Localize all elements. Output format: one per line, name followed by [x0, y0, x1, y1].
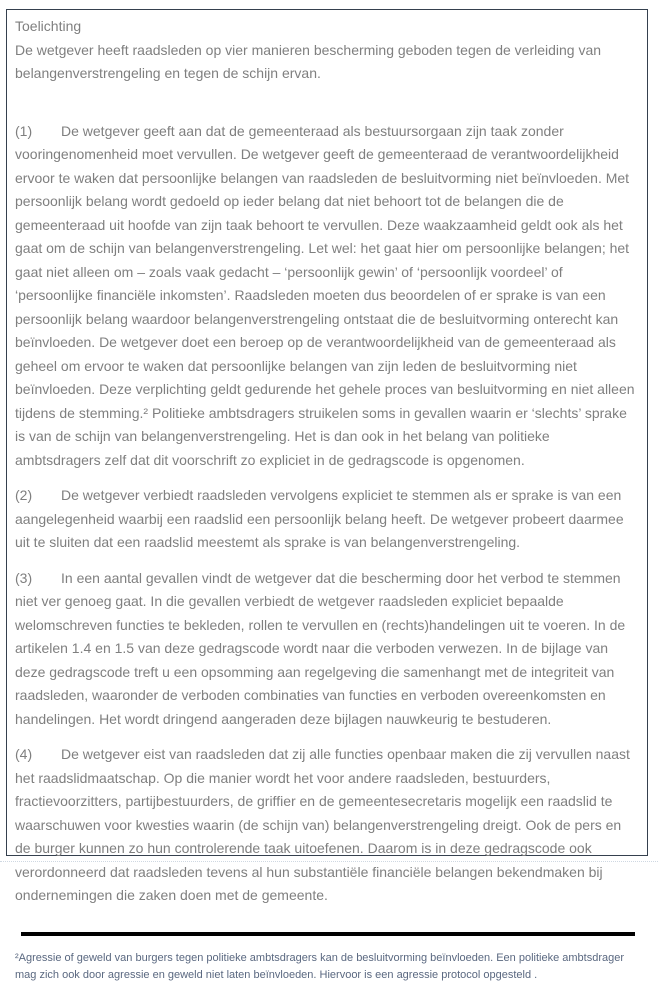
- text-frame: [6, 9, 648, 981]
- numbered-paragraph-3: [15, 567, 635, 732]
- paragraph-text: De wetgever verbiedt raadsleden vervolgens expliciet te stemmen als er sprake is van een aangelegenheid waarbij een raadslid een persoonlijk belang heeft. De wetgever probeert daarmee uit te sluiten dat een raadslid meestemt als sprake is van belangenverstrengeling.: [15, 487, 624, 550]
- blank-spacer: [15, 86, 635, 120]
- footnote-separator-rule: [21, 932, 635, 936]
- numbered-paragraph-1: [15, 120, 635, 473]
- intro-paragraph: De wetgever heeft raadsleden op vier manieren bescherming geboden tegen de verleiding van belangenverstrengeling en tegen de schijn ervan.: [15, 41, 602, 81]
- paragraph-number: (3): [15, 569, 33, 586]
- numbered-paragraph-2: [15, 484, 635, 555]
- paragraph-number: (1): [15, 122, 33, 139]
- section-title: Toelichting: [15, 18, 82, 34]
- numbered-paragraph-4: [15, 743, 635, 908]
- paragraph-text: De wetgever eist van raadsleden dat zij alle functies openbaar maken die zij vervullen naast het raadslidmaatschap. Op die manier wordt het voor andere raadsleden, bestuurders, fractievoorzitters, partijbestuurders, de griffier en de gemeentesecretaris mogelijk een raadslid te waarschuwen voor kwesties waarin (de schijn van) belangenverstrengeling dreigt. Ook de pers en de burger kunnen zo hun controlerende taak uitoefenen. Daarom is in deze gedragscode ook verordonneerd dat raadsleden tevens al hun substantiële financiële belangen bekendmaken bij ondernemingen die zaken doen met de gemeente.: [15, 746, 630, 903]
- paragraph-number: (2): [15, 487, 33, 503]
- page-boundary-dots: [0, 861, 658, 862]
- paragraph-number: (4): [15, 746, 33, 762]
- paragraph-text: De wetgever geeft aan dat de gemeenteraad als bestuursorgaan zijn taak zonder vooringenomenheid moet vervullen. De wetgever geeft de gemeenteraad de verantwoordelijkheid ervoor te waken dat persoonlijke belangen van raadsleden de besluitvorming niet beïnvloeden. Met persoonlijk belang wordt gedoeld op ieder belang dat niet behoort tot de belangen die de gemeenteraad uit hoofde van zijn taak behoort te vervullen. Deze waakzaamheid geldt ook als het gaat om de schijn van belangenverstrengeling. Let wel: het gaat hier om persoonlijke belangen; het gaat niet alleen om – zoals vaak gedacht – ‘persoonlijk gewin’ of ‘persoonlijk voordeel’ of ‘persoonlijke financiële inkomsten’. Raadsleden moeten dus beoordelen of er sprake is van een persoonlijk belang waardoor belangenverstrengeling ontstaat die de besluitvorming onterecht kan beïnvloeden. De wetgever doet een beroep op de verantwoordelijkheid van de gemeenteraad als geheel om ervoor te waken dat persoonlijke belangen van zijn leden de besluitvorming niet beïnvloeden. Deze verplichting geldt gedurende het gehele proces van besluitvorming en niet alleen tijdens de stemming.² Politieke ambtsdragers struikelen soms in gevallen waarin er ‘slechts’ sprake is van de schijn van belangenverstrengeling. Het is dan ook in het belang van politieke ambtsdragers zelf dat dit voorschrift zo expliciet in de gedragscode is opgenomen.: [15, 122, 635, 468]
- footnote-text: ²Agressie of geweld van burgers tegen politieke ambtsdragers kan de besluitvorming beïnvloeden. Een politieke ambtsdrager mag zich ook door agressie en geweld niet laten beïnvloeden. Hiervoor is een agressie protocol opgesteld .: [15, 951, 625, 981]
- paragraph-text: In een aantal gevallen vindt de wetgever dat die bescherming door het verbod te stemmen niet ver genoeg gaat. In die gevallen verbiedt de wetgever raadsleden expliciet bepaalde welomschreven functies te bekleden, rollen te vervullen en (rechts)handelingen uit te voeren. In de artikelen 1.4 en 1.5 van deze gedragscode wordt naar die verboden verwezen. In de bijlage van deze gedragscode treft u een opsomming aan regelgeving die samenhangt met de integriteit van raadsleden, waaronder de verboden combinaties van functies en verboden overeenkomsten en handelingen. Het wordt dringend aangeraden deze bijlagen nauwkeurig te bestuderen.: [15, 569, 626, 727]
